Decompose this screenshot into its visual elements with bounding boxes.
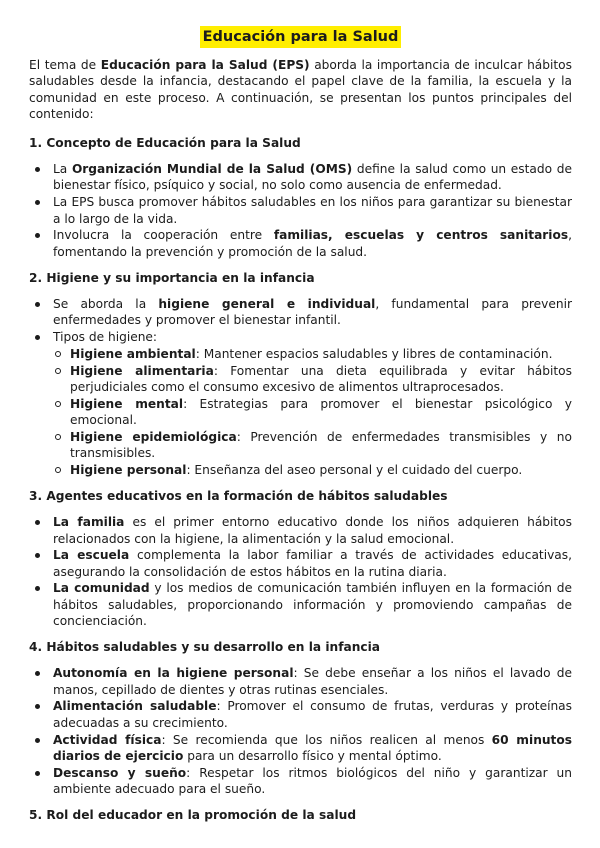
list-item <box>29 765 572 798</box>
document-title: Educación para la Salud <box>200 26 402 48</box>
item-text: Tipos de higiene: <box>53 330 158 345</box>
section-1-list <box>29 161 572 260</box>
item-bold: Higiene ambiental <box>70 346 196 361</box>
intro-bold-eps: Educación para la Salud (EPS) <box>100 58 310 72</box>
list-item <box>29 161 572 194</box>
section-3-heading: 3. Agentes educativos en la formación de hábitos saludables <box>29 489 448 504</box>
item-text: y los medios de comunicación también influyen en la formación de hábitos saludables, proporcionando información y promoviendo campañas de concienciación. <box>53 581 573 629</box>
item-bold: Higiene mental <box>70 396 184 411</box>
item-text: : Se debe enseñar a los niños el lavado de manos, cepillado de dientes y otras rutinas esenciales. <box>53 666 572 697</box>
title-wrapper <box>29 26 572 48</box>
item-text: Involucra la cooperación entre <box>53 228 274 243</box>
intro-paragraph <box>29 57 572 122</box>
item-text: : Se recomienda que los niños realicen al menos <box>161 732 492 747</box>
item-bold: Higiene alimentaria <box>70 363 214 378</box>
sub-list-item <box>53 462 572 478</box>
item-bold: higiene general e individual <box>158 296 376 311</box>
item-bold: Actividad física <box>53 732 162 747</box>
item-text: : Enseñanza del aseo personal y el cuidado del cuerpo. <box>186 462 523 477</box>
item-bold: Organización Mundial de la Salud (OMS) <box>71 162 353 177</box>
section-2-heading: 2. Higiene y su importancia en la infancia <box>29 270 315 285</box>
item-text: : Promover el consumo de frutas, verduras y proteínas adecuadas a su crecimiento. <box>53 699 573 730</box>
item-bold: La comunidad <box>53 581 150 596</box>
item-bold: Descanso y sueño <box>53 765 187 780</box>
item-text: : Respetar los ritmos biológicos del niño y garantizar un ambiente adecuado para el sueño. <box>53 765 572 796</box>
item-text: La EPS busca promover hábitos saludables en los niños para garantizar su bienestar a lo largo de la vida. <box>53 195 572 226</box>
list-item <box>29 698 572 731</box>
sub-list-item <box>53 429 572 462</box>
section-4-list <box>29 665 572 797</box>
item-bold: familias, escuelas y centros sanitarios <box>273 228 569 243</box>
intro-text-2: aborda la importancia de inculcar hábitos saludables desde la infancia, destacando el papel clave de la familia, la escuela y la comunidad en este proceso. A continuación, se presentan los puntos principales del contenido: <box>29 58 572 121</box>
intro-text-1: El tema de <box>29 58 101 72</box>
item-text: Se aborda la <box>53 296 159 311</box>
item-text: : Estrategias para promover el bienestar psicológico y emocional. <box>70 396 572 428</box>
section-1 <box>29 135 572 260</box>
item-bold: Higiene personal <box>70 462 187 477</box>
sub-list-item <box>53 346 572 362</box>
list-item <box>29 296 572 329</box>
item-text: para un desarrollo físico y mental óptimo. <box>183 748 442 763</box>
list-item <box>29 227 572 260</box>
item-text: : Mantener espacios saludables y libres de contaminación. <box>195 346 553 361</box>
section-5-heading: 5. Rol del educador en la promoción de la salud <box>29 808 357 823</box>
document-page <box>29 26 572 833</box>
section-5 <box>29 807 572 823</box>
section-1-heading: 1. Concepto de Educación para la Salud <box>29 136 301 151</box>
section-2 <box>29 270 572 478</box>
item-text: La <box>53 162 72 177</box>
item-bold: La familia <box>53 515 125 530</box>
item-text: define la salud como un estado de bienestar físico, psíquico y social, no solo como ausencia de enfermedad. <box>53 162 572 193</box>
list-item <box>29 732 572 765</box>
item-bold: Higiene epidemiológica <box>70 429 237 444</box>
list-item <box>29 514 572 547</box>
item-bold: 60 minutos diarios de ejercicio <box>53 732 572 763</box>
list-item <box>29 547 572 580</box>
item-text: , fundamental para prevenir enfermedades y promover el bienestar infantil. <box>53 296 573 328</box>
item-text: complementa la labor familiar a través de actividades educativas, asegurando la consolidación de estos hábitos en la rutina diaria. <box>53 548 572 579</box>
item-text: : Fomentar una dieta equilibrada y evitar hábitos perjudiciales como el consumo excesivo de alimentos ultraprocesados. <box>70 363 572 394</box>
section-2-list <box>29 296 572 478</box>
list-item <box>29 665 572 698</box>
list-item <box>29 194 572 227</box>
item-bold: Autonomía en la higiene personal <box>53 666 294 681</box>
sub-list-item <box>53 396 572 429</box>
sub-list-item <box>53 363 572 396</box>
list-item <box>29 329 572 478</box>
hygiene-types-list <box>53 346 572 478</box>
item-text: , fomentando la prevención y promoción de la salud. <box>53 228 572 259</box>
item-bold: Alimentación saludable <box>53 699 217 714</box>
section-4-heading: 4. Hábitos saludables y su desarrollo en la infancia <box>29 640 381 655</box>
section-3-list <box>29 514 572 629</box>
item-bold: La escuela <box>53 548 130 563</box>
section-3 <box>29 488 572 629</box>
section-4 <box>29 639 572 797</box>
item-text: : Prevención de enfermedades transmisibles y no transmisibles. <box>70 429 572 461</box>
item-text: es el primer entorno educativo donde los niños adquieren hábitos relacionados con la higiene, la alimentación y la salud emocional. <box>53 515 572 546</box>
list-item <box>29 580 572 629</box>
